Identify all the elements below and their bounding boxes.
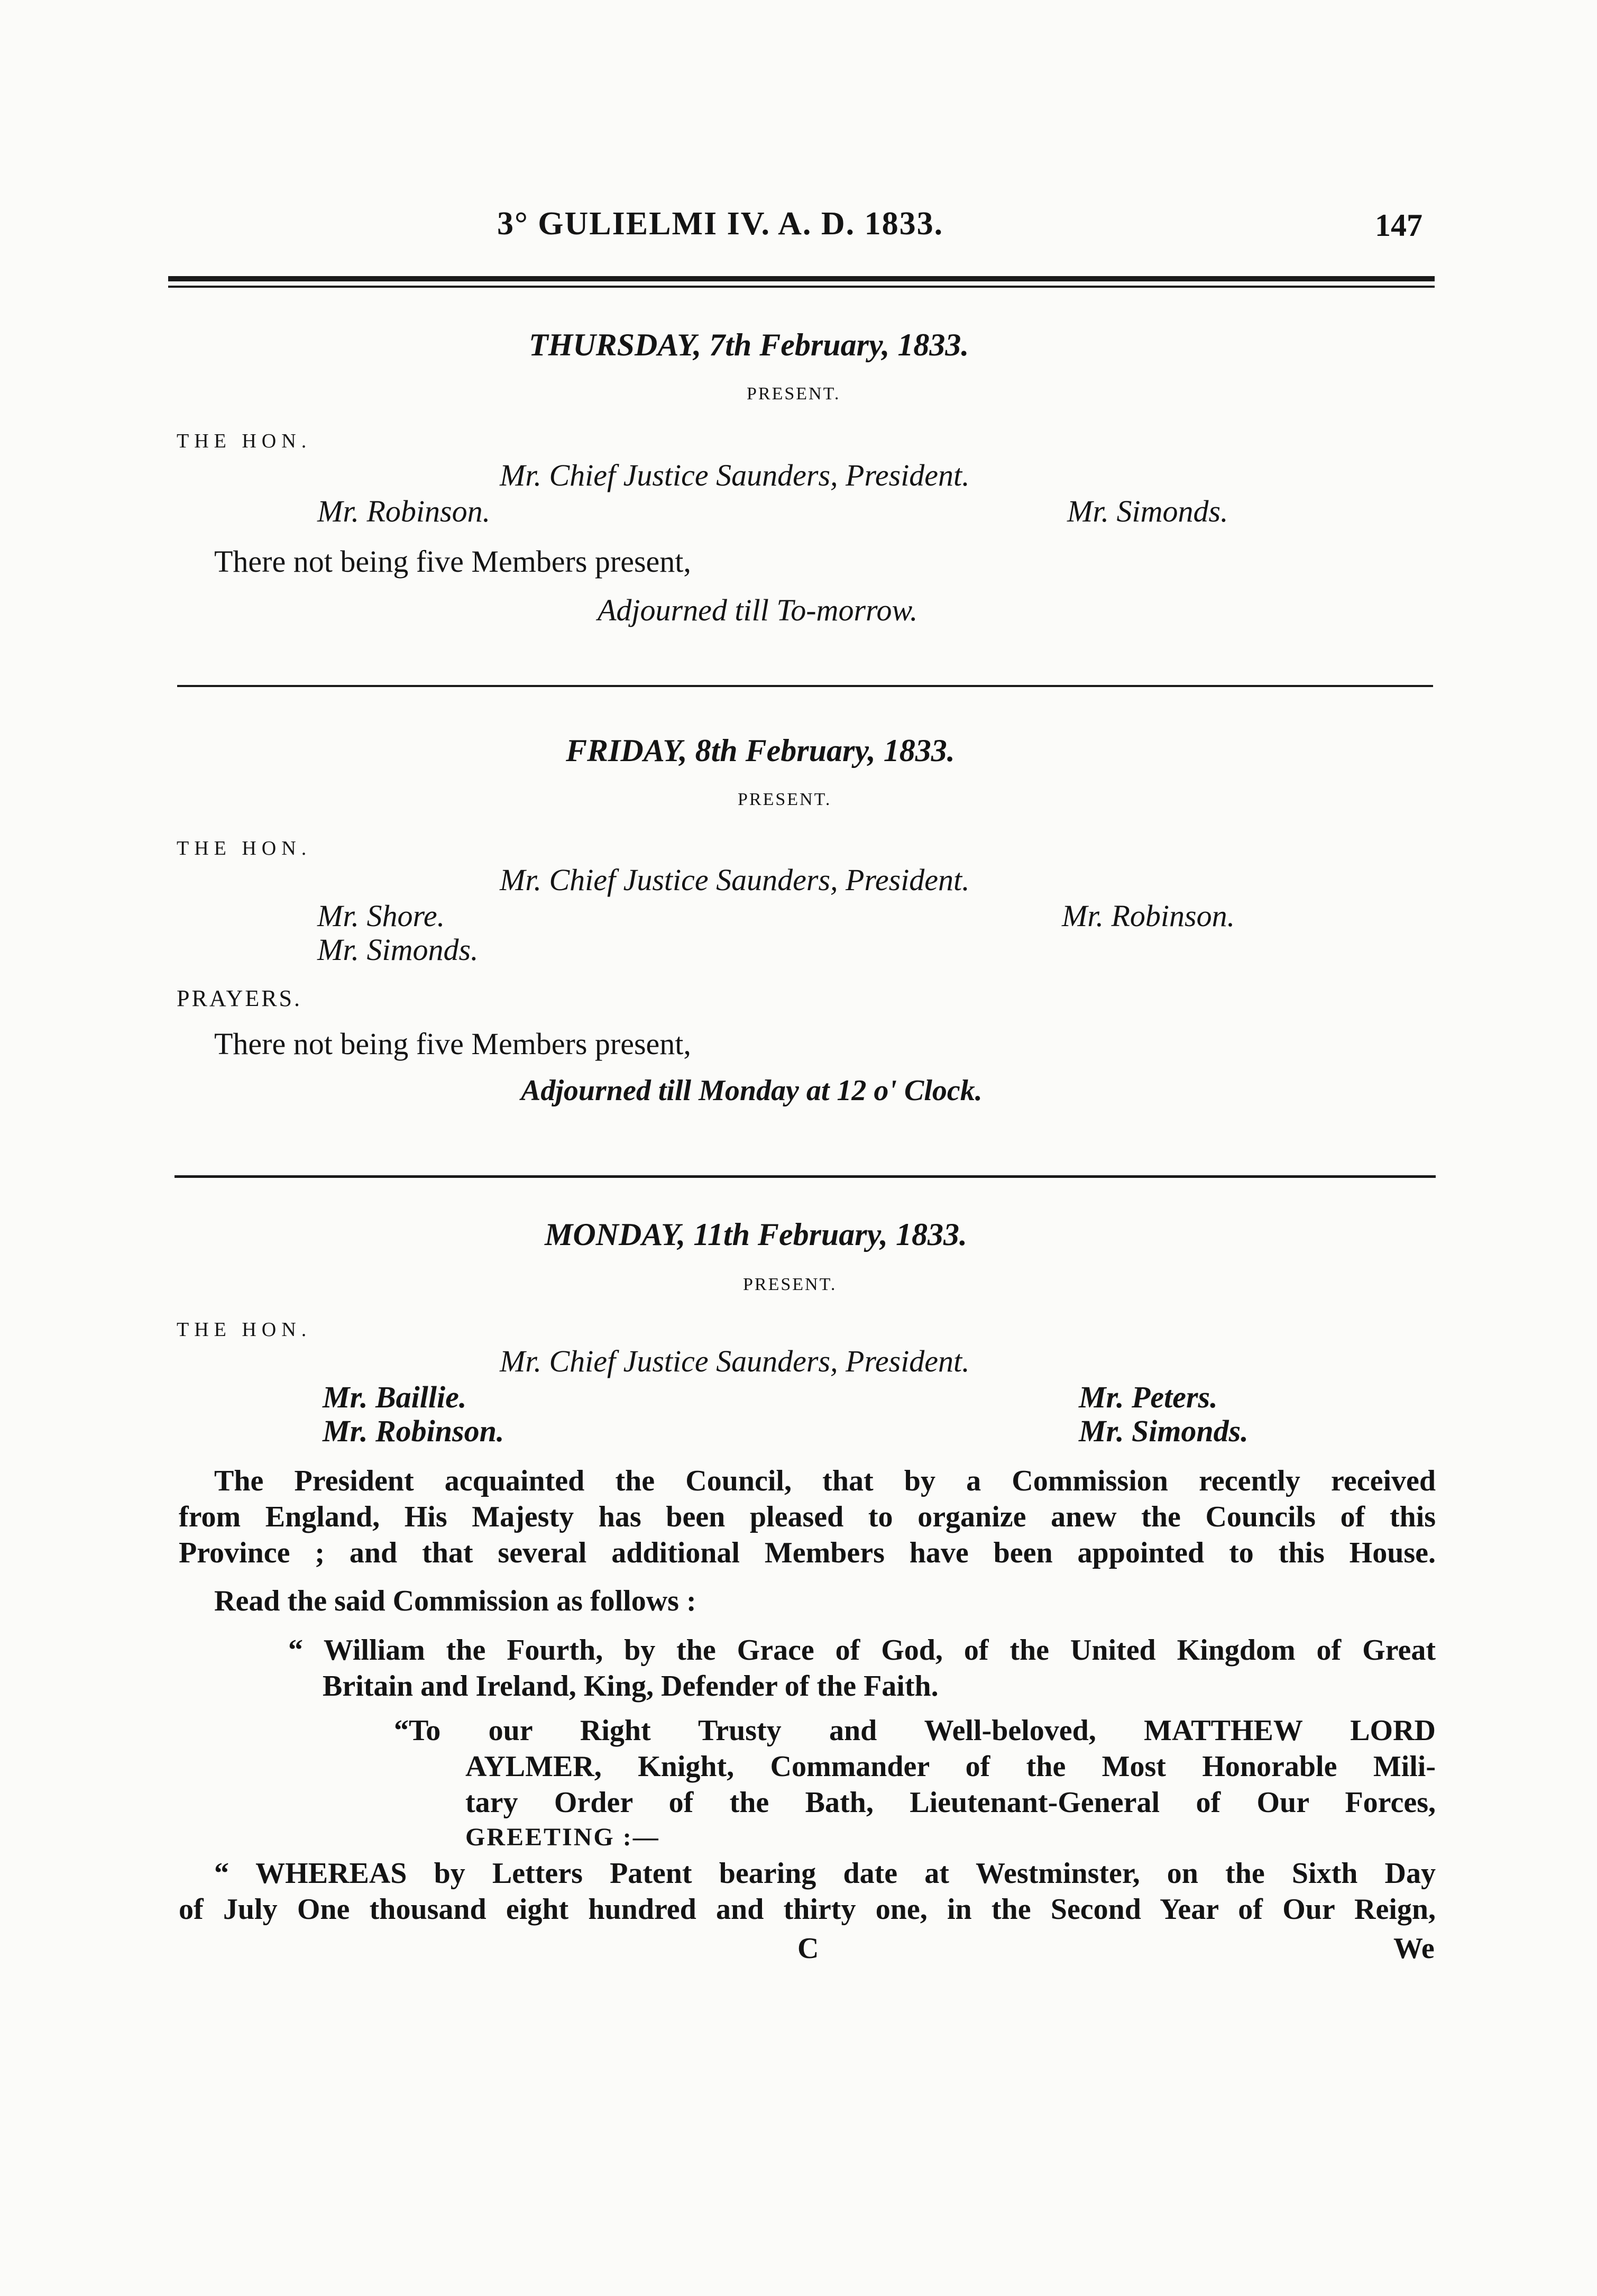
date-rest: 11th February, 1833. <box>693 1217 968 1252</box>
present-label: PRESENT. <box>747 384 841 404</box>
whereas-line: “ WHEREAS by Letters Patent bearing date at Westminster, on the Sixth Day <box>214 1857 1436 1890</box>
greeting-line: GREETING :— <box>465 1823 660 1851</box>
date-day: FRIDAY, <box>566 733 687 768</box>
address-line: “To our Right Trusty and Well-beloved, MATTHEW LORD <box>394 1714 1436 1747</box>
sitting-date <box>529 327 969 363</box>
catchword: We <box>1393 1932 1435 1965</box>
body-line: The President acquainted the Council, that by a Commission recently received <box>214 1465 1436 1497</box>
sitting-date <box>566 733 955 769</box>
member-right: Mr. Peters. <box>1079 1380 1218 1414</box>
section-divider <box>177 685 1433 687</box>
date-day: THURSDAY, <box>529 327 702 362</box>
body-line: There not being five Members present, <box>214 1027 691 1061</box>
date-rest: 7th February, 1833. <box>709 327 969 362</box>
signature-mark: C <box>797 1932 819 1965</box>
commission-line: “ William the Fourth, by the Grace of God, of the United Kingdom of Great <box>288 1634 1436 1667</box>
body-line: There not being five Members present, <box>214 544 691 579</box>
member-right: Mr. Robinson. <box>1062 899 1235 933</box>
commission-line: Britain and Ireland, King, Defender of the Faith. <box>323 1670 939 1703</box>
president-line: Mr. Chief Justice Saunders, President. <box>500 458 970 492</box>
section-divider <box>175 1175 1436 1178</box>
address-line: tary Order of the Bath, Lieutenant-General of Our Forces, <box>465 1786 1436 1819</box>
read-commission-line: Read the said Commission as follows : <box>214 1585 696 1617</box>
the-hon-label: THE HON. <box>177 837 312 859</box>
member-right: Mr. Simonds. <box>1067 494 1228 528</box>
member-right: Mr. Simonds. <box>1079 1414 1249 1448</box>
header-rule-thin <box>168 286 1435 288</box>
member-left: Mr. Robinson. <box>323 1414 504 1448</box>
president-line: Mr. Chief Justice Saunders, President. <box>500 1344 970 1378</box>
the-hon-label: THE HON. <box>177 1319 312 1341</box>
date-day: MONDAY, <box>545 1217 686 1252</box>
member-left: Mr. Baillie. <box>323 1380 467 1414</box>
present-label: PRESENT. <box>738 790 832 809</box>
page-number: 147 <box>1375 208 1422 243</box>
the-hon-label: THE HON. <box>177 430 312 452</box>
adjourned-line: Adjourned till To-morrow. <box>598 593 918 627</box>
sitting-date <box>545 1216 967 1253</box>
member-left: Mr. Shore. <box>317 899 445 933</box>
header-rule-thick <box>168 276 1435 281</box>
president-line: Mr. Chief Justice Saunders, President. <box>500 863 970 897</box>
whereas-line: of July One thousand eight hundred and thirty one, in the Second Year of Our Reign, <box>179 1893 1436 1926</box>
prayers-label: PRAYERS. <box>177 985 302 1011</box>
adjourned-line: Adjourned till Monday at 12 o' Clock. <box>521 1074 983 1107</box>
body-line: Province ; and that several additional Members have been appointed to this House. <box>179 1536 1436 1569</box>
date-rest: 8th February, 1833. <box>695 733 955 768</box>
present-label: PRESENT. <box>743 1275 837 1294</box>
member-left: Mr. Robinson. <box>317 494 491 528</box>
address-line: AYLMER, Knight, Commander of the Most Honorable Mili- <box>465 1750 1436 1783</box>
body-line: from England, His Majesty has been pleased to organize anew the Councils of this <box>179 1501 1436 1533</box>
running-title: 3° GULIELMI IV. A. D. 1833. <box>497 206 944 242</box>
member-left: Mr. Simonds. <box>317 932 479 967</box>
